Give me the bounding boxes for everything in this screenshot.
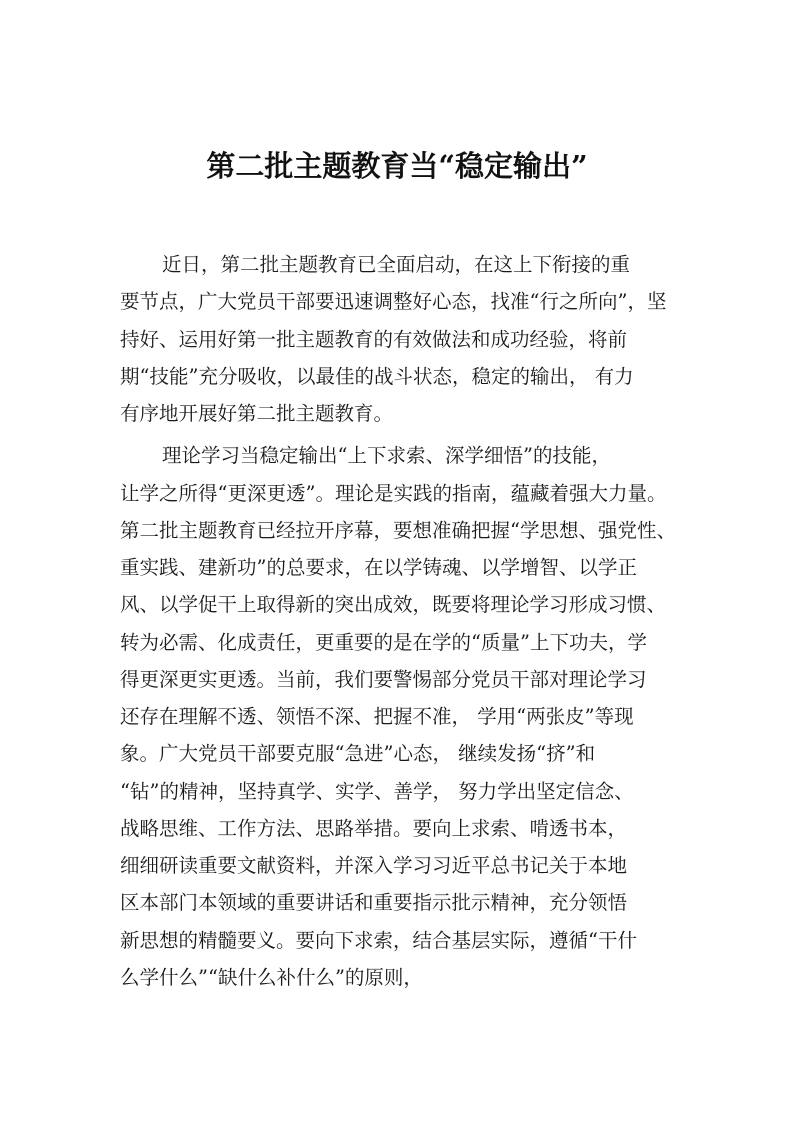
paragraph-1-line: 有序地开展好第二批主题教育。 <box>120 402 394 425</box>
paragraph-2-line: 细细研读重要文献资料，并深入学习习近平总书记关于本地 <box>120 854 628 877</box>
paragraph-2-line: 新思想的精髓要义。要向下求索，结合基层实际，遵循“干什 <box>120 929 637 952</box>
document-title: 第二批主题教育当“稳定输出” <box>206 149 588 183</box>
paragraph-1-line: 近日，第二批主题教育已全面启动，在这上下衔接的重 <box>162 253 631 276</box>
paragraph-2-line: 让学之所得“更深更透”。理论是实践的指南，蕴藏着强大力量。 <box>120 482 667 505</box>
paragraph-2-line: 区本部门本领域的重要讲话和重要指示批示精神，充分领悟 <box>120 891 628 914</box>
paragraph-2-line: 战略思维、工作方法、思路举措。要向上求索、啃透书本， <box>120 817 628 840</box>
paragraph-2-line: “钻”的精神，坚持真学、实学、善学， 努力学出坚定信念、 <box>120 780 634 803</box>
paragraph-2-line: 第二批主题教育已经拉开序幕，要想准确把握“学思想、强党性、 <box>120 519 676 542</box>
paragraph-1-line: 期“技能”充分吸收，以最佳的战斗状态，稳定的输出， 有力 <box>120 365 634 388</box>
paragraph-2-line: 么学什么”“缺什么补什么”的原则， <box>120 966 423 989</box>
paragraph-2-line: 重实践、建新功”的总要求，在以学铸魂、以学增智、以学正 <box>120 556 637 579</box>
paragraph-2-line: 风、以学促干上取得新的突出成效，既要将理论学习形成习惯、 <box>120 593 667 616</box>
paragraph-1-line: 要节点，广大党员干部要迅速调整好心态，找准“行之所向”，坚 <box>120 290 667 313</box>
paragraph-2-line: 得更深更实更透。当前，我们要警惕部分党员干部对理论学习 <box>120 668 647 691</box>
paragraph-2-line: 转为必需、化成责任，更重要的是在学的“质量”上下功夫，学 <box>120 631 647 654</box>
paragraph-2-line: 理论学习当稳定输出“上下求索、深学细悟”的技能， <box>162 444 611 467</box>
paragraph-2-line: 象。广大党员干部要克服“急进”心态， 继续发扬“挤”和 <box>120 742 596 765</box>
paragraph-2-line: 还存在理解不透、领悟不深、把握不准， 学用“两张皮”等现 <box>120 705 634 728</box>
paragraph-1-line: 持好、运用好第一批主题教育的有效做法和成功经验，将前 <box>120 328 628 351</box>
